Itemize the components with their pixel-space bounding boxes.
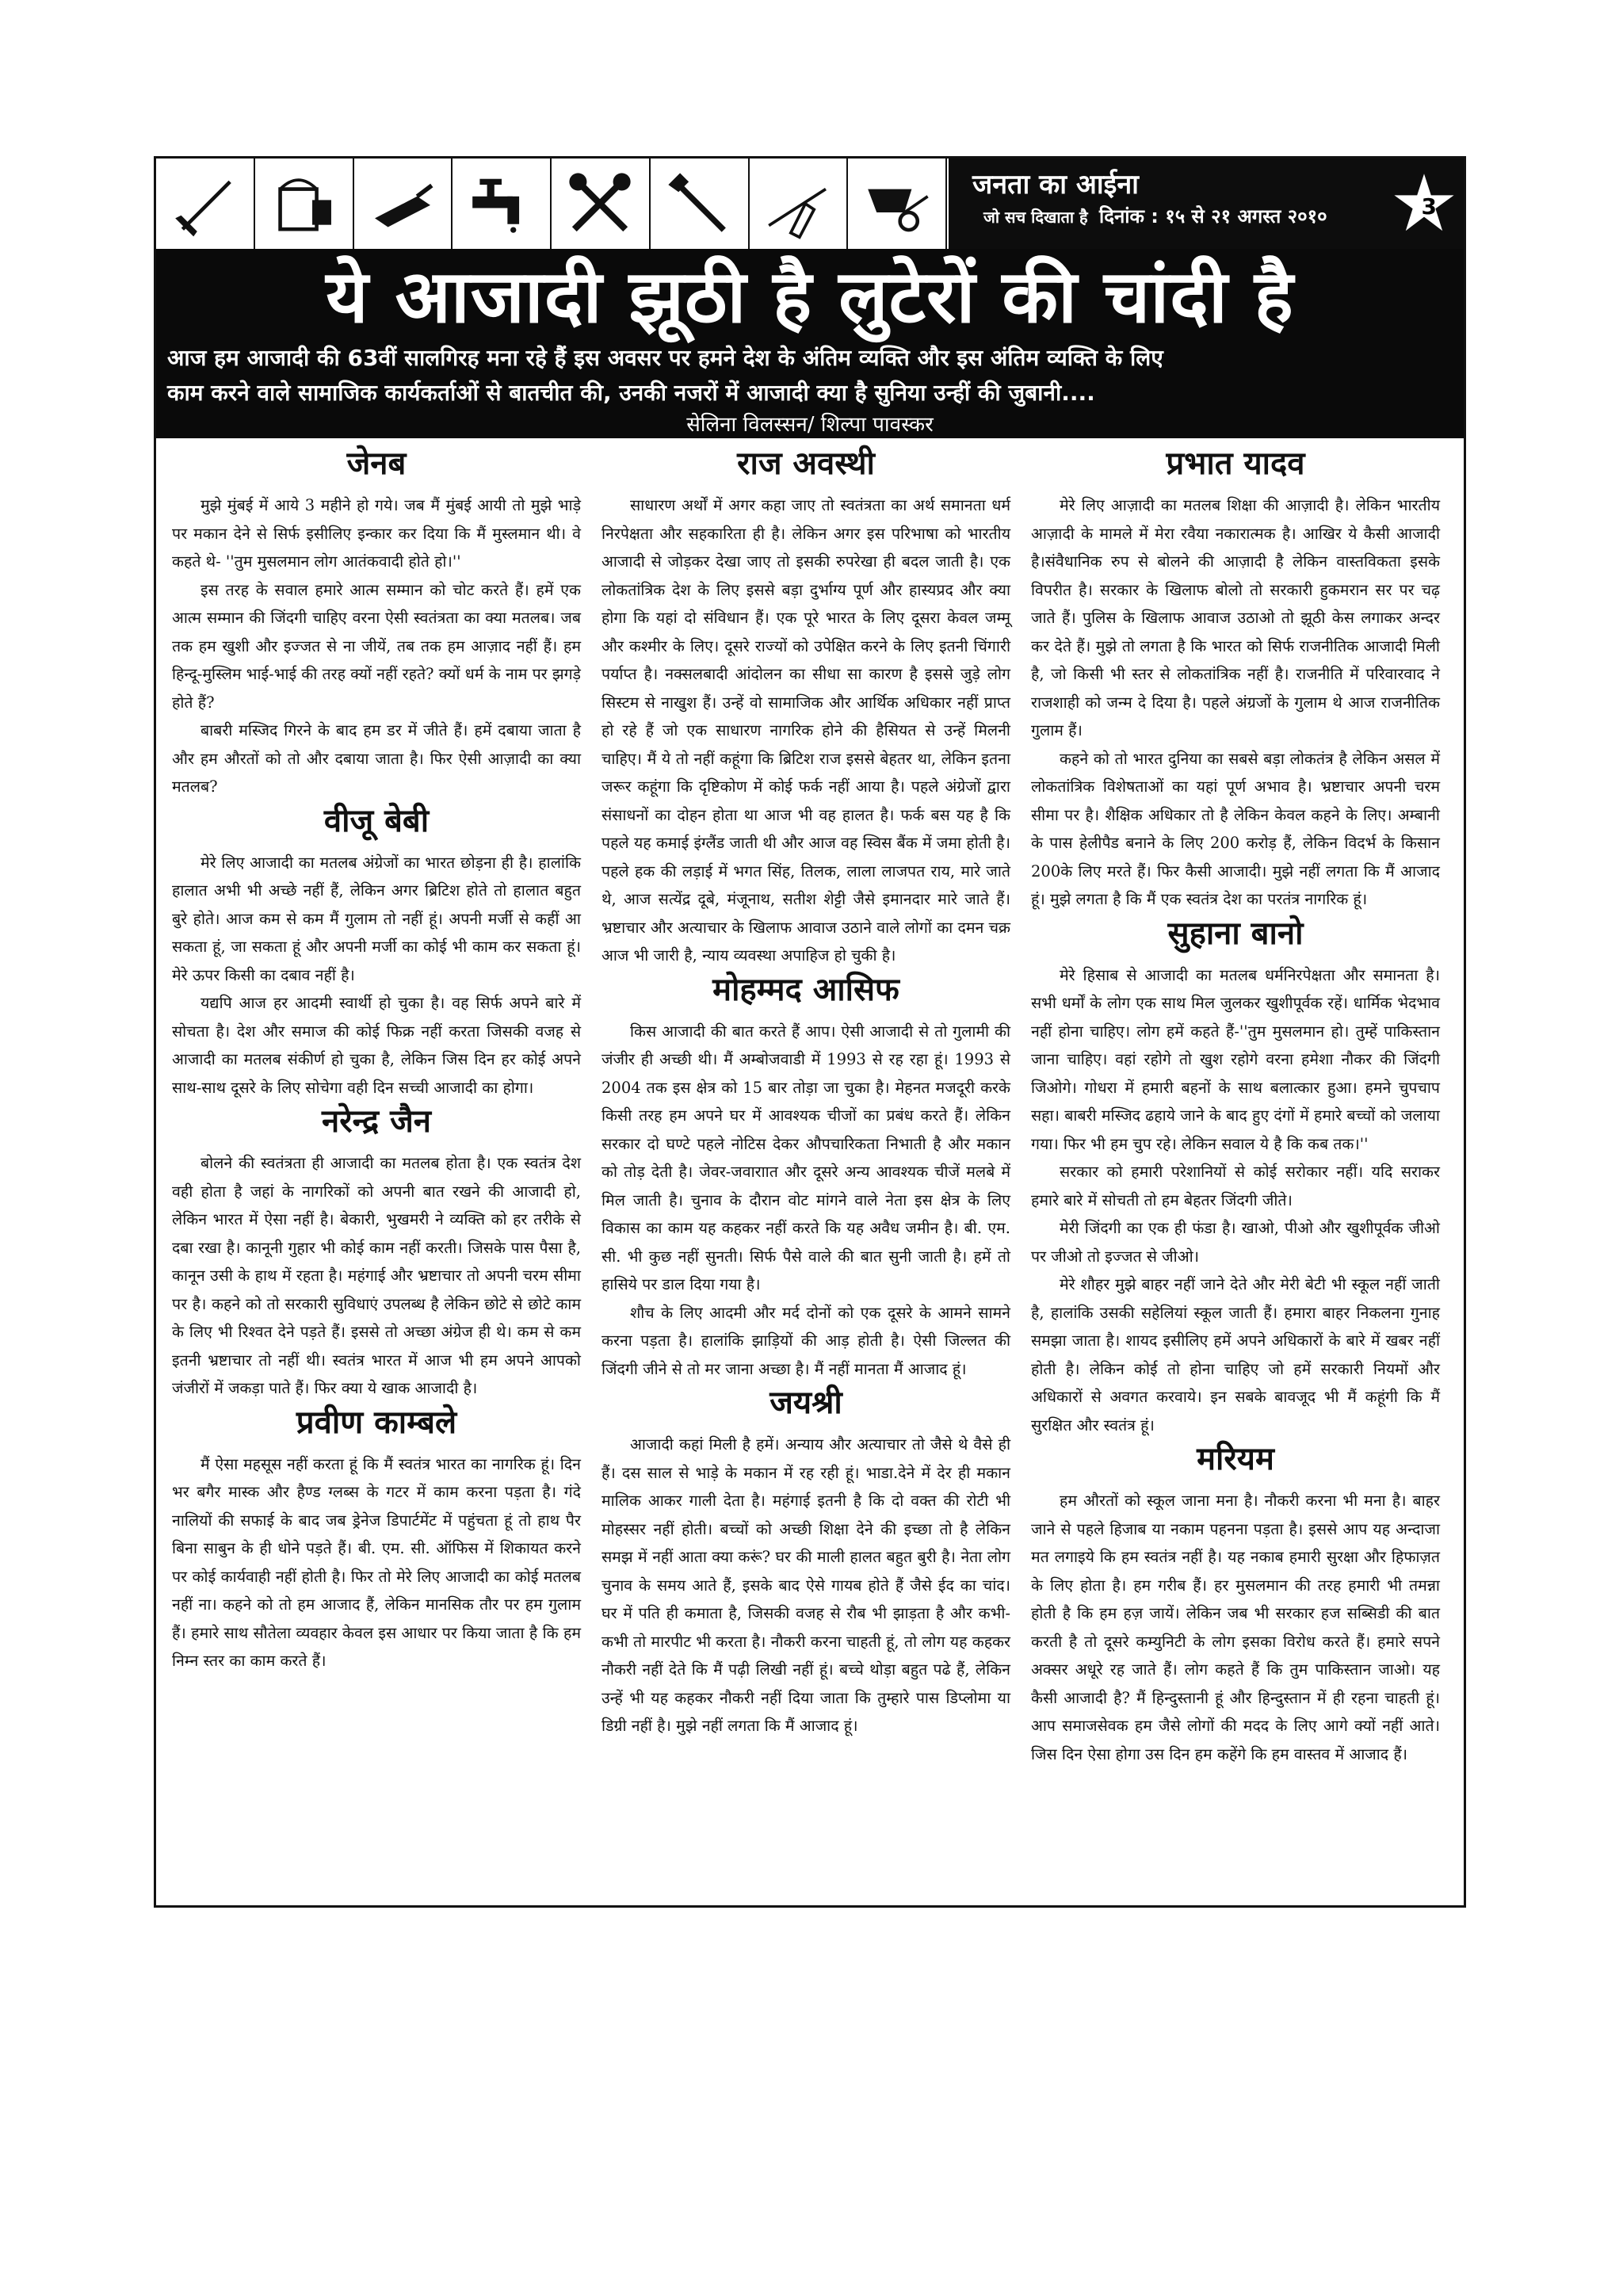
article-paragraph: इस तरह के सवाल हमारे आत्म सम्मान को चोट करते हैं। हमें एक आत्म सम्मान की जिंदगी चाहिए वरना ऐसी स्वतंत्रता का क्या मतलब। जब तक हम खुशी और इज्जत से ना जीयें, तब तक हम आज़ाद नहीं हैं। हम हिन्दू-मुस्लिम भाई-भाई की तरह क्यों नहीं रहते? क्यों धर्म के नाम पर झगड़े होते हैं?: [172, 580, 581, 712]
intro-line-2: काम करने वाले सामाजिक कार्यकर्ताओं से बातचीत की, उनकी नजरों में आजादी क्या है सुनिया उन्हीं की जुबानी....: [167, 380, 1095, 406]
headline-banner: [156, 249, 1464, 438]
newspaper-name: जनता का आईना: [972, 169, 1139, 201]
article-paragraph: यद्यपि आज हर आदमी स्वार्थी हो चुका है। वह सिर्फ अपने बारे में सोचता है। देश और समाज की कोई फिक्र नहीं करता जिसकी वजह से आजादी का मतलब संकीर्ण हो चुका है, लेकिन जिस दिन हर कोई अपने साथ-साथ दूसरे के लिए सोचेगा वही दिन सच्ची आजादी का होगा।: [172, 994, 581, 1097]
article-column-1: [172, 444, 581, 1675]
article-paragraph: मेरे लिए आजादी का मतलब अंग्रेजों का भारत छोड़ना ही है। हालांकि हालात अभी भी अच्छे नहीं हैं, लेकिन अगर ब्रिटिश होते तो हालात बहुत बुरे होते। आज कम से कम मैं गुलाम तो नहीं हूं। अपनी मर्जी से कहीं आ सकता हूं, जा सकता हूं और अपनी मर्जी का कोई भी काम कर सकता हूं। मेरे ऊपर किसी का दबाव नहीं है।: [172, 853, 581, 984]
article-paragraph: मेरे हिसाब से आजादी का मतलब धर्मनिरपेक्षता और समानता है। सभी धर्मों के लोग एक साथ मिल जुलकर खुशीपूर्वक रहें। धार्मिक भेदभाव नहीं होना चाहिए। लोग हमें कहते हैं-''तुम मुसलमान हो। तुम्हें पाकिस्तान जाना चाहिए। वहां रहोगे तो खुश रहोगे वरना हमेशा नौकर की जिंदगी जिओगे। गोधरा में हमारी बहनों के साथ बलात्कार हुआ। हमने चुपचाप सहा। बाबरी मस्जिद ढहाये जाने के बाद हुए दंगों में हमारे बच्चों को जलाया गया। फिर भी हम चुप रहे। लेकिन सवाल ये है कि कब तक।'': [1031, 965, 1440, 1153]
article-paragraph: सरकार को हमारी परेशानियों से कोई सरोकार नहीं। यदि सराकर हमारे बारे में सोचती तो हम बेहतर जिंदगी जीते।: [1031, 1163, 1440, 1209]
interviewee-name: जयश्री: [769, 1385, 842, 1421]
interviewee-name: मोहम्मद आसिफ: [712, 971, 899, 1008]
article-paragraph: आजादी कहां मिली है हमें। अन्याय और अत्याचार तो जैसे थे वैसे ही हैं। दस साल से भाड़े के मकान में रह रही हूं। भाडा.देने में देर ही मकान मालिक आकर गाली देता है। महंगाई इतनी है कि दो वक्त की रोटी भी मोहस्सर नहीं होती। बच्चों को अच्छी शिक्षा देने की इच्छा तो है लेकिन समझ में नहीं आता क्या करूं? घर की माली हालत बहुत बुरी है। नेता लोग चुनाव के समय आते हैं, इसके बाद ऐसे गायब होते हैं जैसे ईद का चांद। घर में पति ही कमाता है, जिसकी वजह से रौब भी झाड़ता है और कभी-कभी तो मारपीट भी करता है। नौकरी करना चाहती हूं, तो लोग यह कहकर नौकरी नहीं देते कि मैं पढ़ी लिखी नहीं हूं। बच्चे थोड़ा बहुत पढे हैं, लेकिन उन्हें भी यह कहकर नौकरी नहीं दिया जाता कि तुम्हारे पास डिप्लोमा या डिग्री नहीं है। मुझे नहीं लगता कि मैं आजाद हूं।: [601, 1435, 1010, 1735]
article-paragraph: मैं ऐसा महसूस नहीं करता हूं कि मैं स्वतंत्र भारत का नागरिक हूं। दिन भर बगैर मास्क और हैण्ड ग्लब्स के गटर में काम करना पड़ता है। गंदे नालियों की सफाई के बाद जब ड्रेनेज डिपार्टमेंट में पहुंचता हूं तो हाथ पैर बिना साबुन के ही धोने पड़ते हैं। बी. एम. सी. ऑफिस में शिकायत करने पर कोई कार्यवाही नहीं होती है। फिर तो मेरे लिए आजादी का कोई मतलब नहीं ना। कहने को तो हम आजाद हैं, लेकिन मानसिक तौर पर हम गुलाम हैं। हमारे साथ सौतेला व्यवहार केवल इस आधार पर किया जाता है कि हम निम्न स्तर का काम करते हैं।: [172, 1454, 581, 1670]
article-paragraph: बोलने की स्वतंत्रता ही आजादी का मतलब होता है। एक स्वतंत्र देश वही होता है जहां के नागरिकों को अपनी बात रखने की आजादी हो, लेकिन भारत में ऐसा नहीं है। बेकारी, भुखमरी ने व्यक्ति को हर तरीके से दबा रखा है। कानूनी गुहार भी कोई काम नहीं करती। जिसके पास पैसा है, कानून उसी के हाथ में रहता है। महंगाई और भ्रष्टाचार तो अपनी चरम सीमा पर है। कहने को तो सरकारी सुविधाएं उपलब्ध है लेकिन छोटे से छोटे काम के लिए भी रिश्वत देने पड़ते हैं। इससे तो अच्छा अंग्रेज ही थे। कम से कम इतनी भ्रष्टाचार तो नहीं थी। स्वतंत्र भारत में आज भी हम अपने आपको जंजीरों में जकड़ा पाते हैं। फिर क्या ये खाक आजादी है।: [172, 1154, 581, 1397]
interviewee-name: प्रवीण काम्बले: [296, 1404, 457, 1441]
article-paragraph: मेरी जिंदगी का एक ही फंडा है। खाओ, पीओ और खुशीपूर्वक जीओ पर जीओ तो इज्जत से जीओ।: [1031, 1219, 1440, 1266]
newspaper-tagline: जो सच दिखाता है: [983, 208, 1088, 227]
article-paragraph: साधारण अर्थों में अगर कहा जाए तो स्वतंत्रता का अर्थ समानता धर्म निरपेक्षता और सहकारिता ही है। लेकिन अगर इस परिभाषा को भारतीय आजादी से जोड़कर देखा जाए तो इसकी रुपरेखा ही बदल जाती है। एक लोकतांत्रिक देश के लिए इससे बड़ा दुर्भाग्य पूर्ण और हास्यप्रद और क्या होगा कि यहां दो संविधान हैं। एक पूरे भारत के लिए दूसरा केवल जम्मू और कश्मीर के लिए। दूसरे राज्यों को उपेक्षित करने के लिए इतनी चिंगारी पर्याप्त है। नक्सलबादी आंदोलन का सीधा सा कारण है इससे जुड़े लोग सिस्टम से नाखुश हैं। उन्हें वो सामाजिक और आर्थिक अधिकार नहीं प्राप्त हो रहे हैं जो एक साधारण नागरिक होने की हैसियत से उन्हें मिलनी चाहिए। मैं ये तो नहीं कहूंगा कि ब्रिटिश राज इससे बेहतर था, लेकिन इतना जरूर कहूंगा कि दृष्टिकोण में कोई फर्क नहीं आया है। पहले अंग्रेजों द्वारा संसाधनों का दोहन होता था आज भी वह हालत है। फर्क बस यह है कि पहले यह कमाई इंग्लैंड जाती थी और आज वह स्विस बैंक में जमा होती है। पहले हक की लड़ाई में भगत सिंह, तिलक, लाला लाजपत राय, मारे जाते थे, आज सत्येंद्र दूबे, मंजूनाथ, सतीश शेट्टी जैसे इमानदार मारे जाते हैं। भ्रष्टाचार और अत्याचार के खिलाफ आवाज उठाने वाले लोगों का दमन चक्र आज भी जारी है, न्याय व्यवस्था अपाहिज हो चुकी है।: [601, 496, 1010, 965]
article-paragraph: मेरे लिए आज़ादी का मतलब शिक्षा की आज़ादी है। लेकिन भारतीय आज़ादी के मामले में मेरा रवैया नकारात्मक है। आखिर ये कैसी आजादी है।संवैधानिक रुप से बोलने की आज़ादी है लेकिन वास्तविकता इसके विपरीत है। सरकार के खिलाफ बोलो तो सरकारी हुकमरान सर पर चढ़ जाते हैं। पुलिस के खिलाफ आवाज उठाओ तो झूठी केस लगाकर अन्दर कर देते हैं। मुझे तो लगता है कि भारत को सिर्फ राजनीतिक आजादी मिली है, जो किसी भी स्तर से लोकतांत्रिक नहीं है। राजनीति में परिवारवाद ने राजशाही को जन्म दे दिया है। पहले अंग्रजों के गुलाम थे आज राजनीतिक गुलाम हैं।: [1031, 496, 1440, 739]
article-paragraph: शौच के लिए आदमी और मर्द दोनों को एक दूसरे के आमने सामने करना पड़ता है। हालांकि झाड़ियों की आड़ होती है। ऐसी जिल्लत की जिंदगी जीने से तो मर जाना अच्छा है। मैं नहीं मानता मैं आजाद हूं।: [601, 1303, 1010, 1378]
article-paragraph: बाबरी मस्जिद गिरने के बाद हम डर में जीते हैं। हमें दबाया जाता है और हम औरतों को तो और दबाया जाता है। फिर ऐसी आज़ादी का क्या मतलब?: [172, 721, 581, 796]
water-tap-icon: [453, 159, 552, 249]
article-paragraph: मुझे मुंबई में आये 3 महीने हो गये। जब मैं मुंबई आयी तो मुझे भाड़े पर मकान देने से सिर्फ इसीलिए इन्कार कर दिया कि मैं मुस्लमान थी। वे कहते थे- ''तुम मुसलमान लोग आतंकवादी होते हो।'': [172, 496, 581, 571]
masthead-tool-strip: [156, 159, 947, 249]
article-paragraph: मेरे शौहर मुझे बाहर नहीं जाने देते और मेरी बेटी भी स्कूल नहीं जाती है, हालांकि उसकी सहेलियां स्कूल जाती हैं। हमारा बाहर निकलना गुनाह समझा जाता है। शायद इसीलिए हमें अपने अधिकारों के बारे में खबर नहीं होती है। लेकिन कोई तो होना चाहिए जो हमें सरकारी नियमों और अधिकारों से अवगत करवाये। इन सबके बावजूद भी मैं कहूंगी कि मैं सुरक्षित और स्वतंत्र हूं।: [1031, 1275, 1440, 1435]
newspaper-page: [154, 156, 1466, 1908]
interviewee-name: वीजू बेबी: [323, 802, 430, 839]
pipe-wrench-icon: [651, 159, 750, 249]
paint-bucket-icon: [255, 159, 354, 249]
rake-icon: [750, 159, 849, 249]
article-column-2: [601, 444, 1010, 1740]
wheelbarrow-icon: [848, 159, 947, 249]
trowel-icon: [354, 159, 453, 249]
main-headline: ये आजादी झूठी है लुटेरों की चांदी है: [326, 254, 1294, 339]
article-paragraph: हम औरतों को स्कूल जाना मना है। नौकरी करना भी मना है। बाहर जाने से पहले हिजाब या नकाम पहनना पड़ता है। इससे आप यह अन्दाजा मत लगाइये कि हम स्वतंत्र नहीं है। यह नकाब हमारी सुरक्षा और हिफाज़त के लिए होता है। हम गरीब हैं। हर मुसलमान की तरह हमारी भी तमन्ना होती है कि हम हज़ जायें। लेकिन जब भी सरकार हज सब्सिडी की बात करती है तो दूसरे कम्युनिटी के लोग इसका विरोध करते हैं। हमारे सपने अक्सर अधूरे रह जाते हैं। लोग कहते हैं कि तुम पाकिस्तान जाओ। यह कैसी आजादी है? मैं हिन्दुस्तानी हूं और हिन्दुस्तान में ही रहना चाहती हूं। आप समाजसेवक हम जैसे लोगों की मदद के लिए आगे क्यों नहीं आते। जिस दिन ऐसा होगा उस दिन हम कहेंगे कि हम वास्तव में आजाद हैं।: [1031, 1492, 1440, 1763]
interviewee-name: सुहाना बानो: [1167, 915, 1304, 952]
article-paragraph: किस आजादी की बात करते हैं आप। ऐसी आजादी से तो गुलामी की जंजीर ही अच्छी थी। मैं अम्बोजवाडी में 1993 से रह रहा हूं। 1993 से 2004 तक इस क्षेत्र को 15 बार तोड़ा जा चुका है। मेहनत मजदूरी करके किसी तरह हम अपने घर में आवश्यक चीजों का प्रबंध करते हैं। लेकिन सरकार दो घण्टे पहले नोटिस देकर औपचारिकता निभाती है और मकान को तोड़ देती है। जेवर-जवाराात और दूसरे अन्य आवश्यक चीजें मलबे में मिल जाती है। चुनाव के दौरान वोट मांगने वाले नेता इस क्षेत्र के लिए विकास का काम यह कहकर नहीं करते कि यह अवैध जमीन है। बी. एम. सी. भी कुछ नहीं सुनती। सिर्फ पैसे वाले की बात सुनी जाती है। हमें तो हासिये पर डाल दिया गया है।: [601, 1022, 1010, 1293]
article-column-3: [1031, 444, 1440, 1768]
intro-line-1: आज हम आजादी की 63वीं सालगिरह मना रहे हैं इस अवसर पर हमने देश के अंतिम व्यक्ति और इस अंतिम व्यक्ति के लिए: [167, 345, 1163, 371]
interviewee-name: नरेन्द्र जैन: [322, 1103, 431, 1140]
crossed-tools-icon: [552, 159, 651, 249]
issue-date: दिनांक : १५ से २१ अगस्त २०१०: [1099, 205, 1327, 227]
interviewee-name: राज अवस्थी: [737, 445, 875, 482]
interviewee-name: मरियम: [1197, 1441, 1274, 1477]
hoe-icon: [156, 159, 255, 249]
page-number: 3: [1421, 193, 1437, 220]
interviewee-name: प्रभात यादव: [1166, 445, 1305, 482]
interviewee-name: जेनब: [346, 445, 407, 482]
article-paragraph: कहने को तो भारत दुनिया का सबसे बड़ा लोकतंत्र है लेकिन असल में लोकतांत्रिक विशेषताओं का यहां पूर्ण अभाव है। भ्रष्टाचार अपनी चरम सीमा पर है। शैक्षिक अधिकार तो है लेकिन केवल कहने के लिए। अम्बानी के पास हेलीपैड बनाने के लिए 200 करोड़ हैं, लेकिन विदर्भ के किसान 200के लिए मरते हैं। फिर कैसी आजादी। मुझे नहीं लगता कि मैं आजाद हूं। मुझे लगता है कि मैं एक स्वतंत्र देश का परतंत्र नागरिक हूं।: [1031, 749, 1440, 908]
masthead-brand-box: [949, 159, 1464, 249]
byline: सेलिना विलस्सन/ शिल्पा पावस्कर: [686, 413, 934, 437]
